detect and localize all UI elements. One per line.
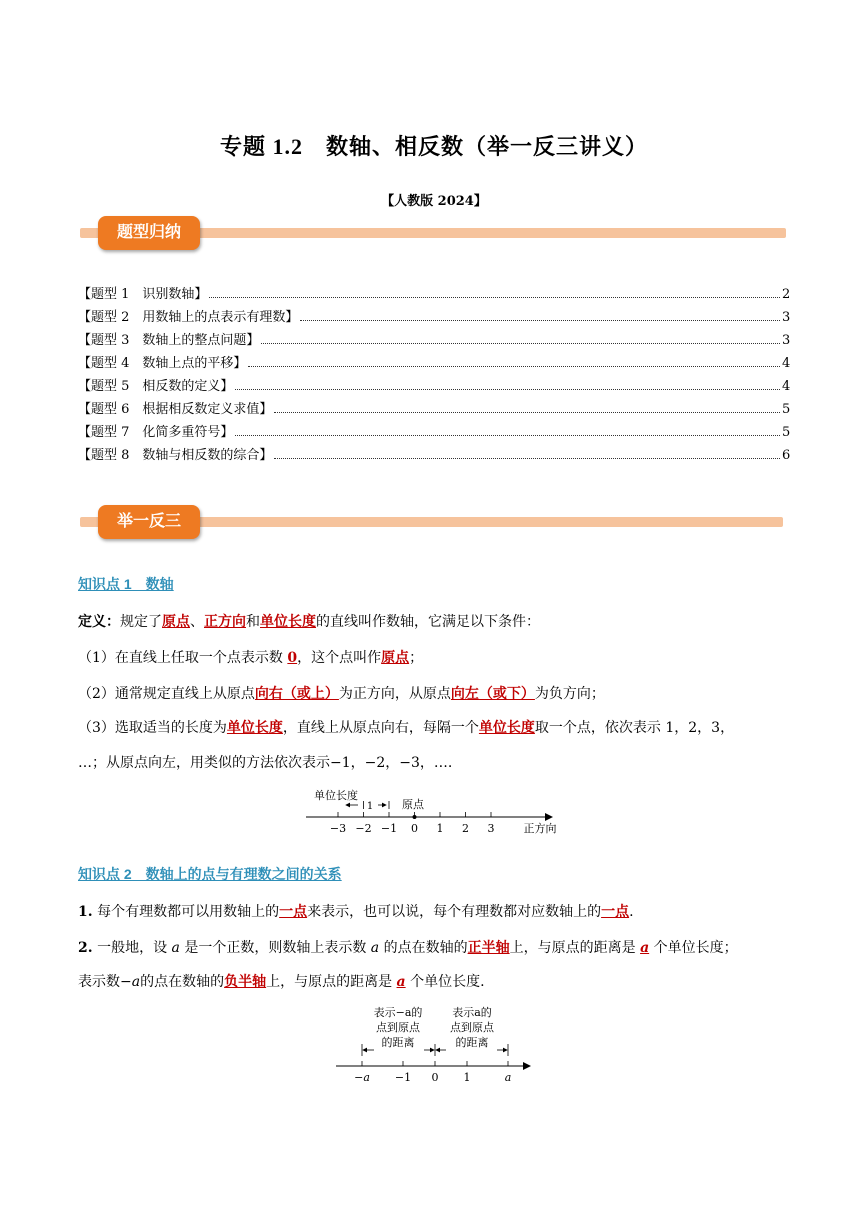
axis-tick-label: −3 [329, 822, 347, 835]
toc-entry-label: 【题型 4 数轴上点的平移】 [78, 356, 247, 371]
text: ； [409, 650, 424, 666]
text: 取一个点，依次表示 1，2，3， [534, 720, 735, 736]
emph-left: 向左（或下） [450, 686, 535, 702]
positive-direction-label: 正方向 [523, 822, 557, 835]
toc-entry[interactable] [78, 444, 790, 467]
axis-tick-label: 0 [431, 1071, 439, 1084]
right-caption-line1: 表示a的 [452, 1006, 492, 1019]
toc-entry-page: 5 [782, 425, 791, 440]
emph-a: a [396, 974, 406, 990]
emph-right: 向右（或上） [254, 686, 339, 702]
page-title: 专题 1.2 数轴、相反数（举一反三讲义） [219, 134, 648, 159]
item-number: 2. [78, 940, 93, 956]
origin-dot [413, 815, 417, 819]
toc-entry-label: 【题型 5 相反数的定义】 [78, 379, 234, 394]
axis-tick-label: 2 [462, 822, 469, 835]
toc-leader-dots [248, 366, 780, 367]
toc-entry-page: 5 [782, 402, 791, 417]
condition-3-continued: …；从原点向左，用类似的方法依次表示−1，−2，−3，…. [78, 755, 453, 771]
toc-entry[interactable] [78, 306, 790, 329]
emph-one-point: 一点 [601, 904, 630, 920]
variable: a [370, 940, 380, 956]
toc-entry-page: 6 [782, 448, 791, 463]
condition-2 [78, 684, 798, 704]
text: （1）在直线上任取一个点表示数 [78, 650, 288, 666]
toc-leader-dots [235, 389, 780, 390]
toc-leader-dots [235, 435, 780, 436]
emph-zero: 0 [287, 650, 298, 666]
left-caption-line2: 点到原点 [376, 1021, 420, 1034]
toc-entry-page: 2 [782, 287, 791, 302]
text: 、 [190, 614, 204, 630]
text: 的点在数轴的 [379, 940, 468, 956]
toc-entry[interactable] [78, 421, 790, 444]
right-caption-line3: 的距离 [455, 1036, 489, 1049]
text: 为负方向； [534, 686, 605, 702]
text: 每个有理数都可以用数轴上的 [92, 904, 280, 920]
text: 是一个正数，则数轴上表示数 [179, 940, 371, 956]
axis-tick-label: −1 [380, 822, 398, 835]
section-banner-examples: 举一反三 [98, 505, 200, 539]
toc-leader-dots [300, 320, 780, 321]
toc-leader-dots [274, 412, 780, 413]
axis-tick-label: 1 [436, 822, 444, 835]
emph-positive-direction: 正方向 [204, 614, 246, 630]
left-caption-line1: 表示−a的 [373, 1006, 423, 1019]
text: 表示数− [78, 974, 132, 990]
text: 为正方向，从原点 [338, 686, 451, 702]
text: 的直线叫作数轴，它满足以下条件： [316, 614, 540, 630]
toc-leader-dots [274, 458, 780, 459]
toc-entry-label: 【题型 1 识别数轴】 [78, 287, 208, 302]
unit-length-label: 单位长度 [314, 789, 358, 802]
text: 上，与原点的距离是 [266, 974, 397, 990]
text: ，直线上从原点向右，每隔一个 [282, 720, 479, 736]
toc-entry-page: 4 [782, 356, 791, 371]
definition-label: 定义： [78, 614, 120, 630]
axis-tick-label: −2 [355, 822, 372, 835]
emph-origin: 原点 [381, 650, 410, 666]
section-banner-question-types: 题型归纳 [98, 216, 200, 250]
origin-label: 原点 [402, 798, 424, 811]
variable: a [171, 940, 180, 956]
relation-point-2 [78, 938, 798, 958]
toc-entry[interactable] [78, 398, 790, 421]
text: 和 [246, 614, 260, 630]
knowledge-point-2-heading: 知识点 2 数轴上的点与有理数之间的关系 [78, 866, 342, 882]
toc-entry-label: 【题型 2 用数轴上的点表示有理数】 [78, 310, 299, 325]
table-of-contents [78, 283, 790, 467]
toc-entry[interactable] [78, 329, 790, 352]
condition-3 [78, 718, 798, 738]
axis-tick-label: 3 [487, 822, 495, 835]
edition-label: 【人教版 2024】 [381, 194, 487, 209]
toc-entry-label: 【题型 3 数轴上的整点问题】 [78, 333, 260, 348]
text: 个单位长度. [405, 974, 485, 990]
emph-unit-length: 单位长度 [478, 720, 535, 736]
toc-entry-label: 【题型 7 化简多重符号】 [78, 425, 234, 440]
axis-tick-label: 0 [411, 822, 418, 835]
text: 规定了 [120, 614, 162, 630]
axis-tick-label: a [504, 1071, 512, 1084]
axis-tick-label: −a [354, 1071, 370, 1084]
axis-tick-label: −1 [394, 1071, 412, 1084]
text: （2）通常规定直线上从原点 [78, 686, 255, 702]
text: . [629, 904, 634, 920]
knowledge-point-1-heading: 知识点 1 数轴 [78, 576, 174, 592]
toc-entry[interactable] [78, 283, 790, 306]
text: ，这个点叫作 [297, 650, 382, 666]
relation-point-1 [78, 902, 798, 922]
toc-entry[interactable] [78, 352, 790, 375]
number-line-figure [300, 784, 570, 840]
variable: a [131, 974, 141, 990]
unit-one-label: 1 [366, 801, 374, 812]
text: 的点在数轴的 [140, 974, 225, 990]
emph-positive-half-axis: 正半轴 [467, 940, 510, 956]
condition-1 [78, 648, 798, 668]
toc-entry[interactable] [78, 375, 790, 398]
emph-a: a [640, 940, 650, 956]
text: 来表示，也可以说，每个有理数都对应数轴上的 [307, 904, 602, 920]
toc-leader-dots [261, 343, 780, 344]
text: 一般地，设 [92, 940, 172, 956]
emph-unit-length: 单位长度 [226, 720, 283, 736]
definition-paragraph [78, 612, 798, 632]
text: （3）选取适当的长度为 [78, 720, 227, 736]
emph-negative-half-axis: 负半轴 [224, 974, 267, 990]
axis-tick-label: 1 [463, 1071, 471, 1084]
relation-point-2-continued [78, 972, 798, 992]
text: 个单位长度； [649, 940, 738, 956]
emph-unit-length: 单位长度 [260, 614, 316, 630]
toc-leader-dots [209, 297, 780, 298]
left-caption-line3: 的距离 [381, 1036, 415, 1049]
text: 上，与原点的距离是 [509, 940, 641, 956]
emph-origin: 原点 [162, 614, 190, 630]
toc-entry-page: 4 [782, 379, 791, 394]
emph-one-point: 一点 [279, 904, 308, 920]
distance-number-line-figure [330, 1004, 540, 1086]
right-caption-line2: 点到原点 [450, 1021, 494, 1034]
toc-entry-page: 3 [782, 310, 791, 325]
item-number: 1. [78, 904, 93, 920]
toc-entry-label: 【题型 8 数轴与相反数的综合】 [78, 448, 273, 463]
toc-entry-label: 【题型 6 根据相反数定义求值】 [78, 402, 273, 417]
toc-entry-page: 3 [782, 333, 791, 348]
